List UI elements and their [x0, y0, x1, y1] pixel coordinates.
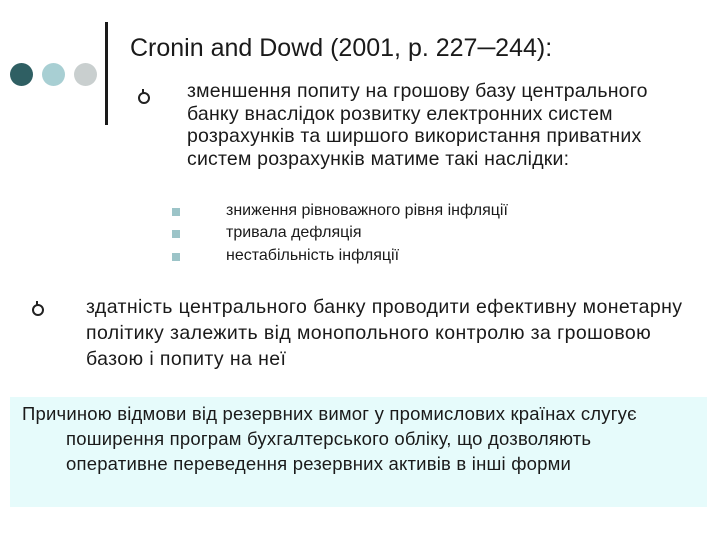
sub-point-3: нестабільність інфляції — [226, 247, 400, 264]
square-bullet-icon — [172, 208, 180, 216]
square-bullet-icon — [172, 230, 180, 238]
dark-dot-icon — [10, 63, 33, 86]
sub-point-2: тривала дефляція — [226, 224, 362, 241]
second-point-text: здатність центрального банку проводити ефективну монетарну політику залежить від монопольного контролю за грошовою базою і попиту на неї — [86, 296, 683, 370]
title-divider — [105, 22, 108, 125]
gray-dot-icon — [74, 63, 97, 86]
sub-point-1: зниження рівноважного рівня інфляції — [226, 202, 508, 219]
callout-text — [0, 401, 697, 476]
callout-paragraph: Причиною відмови від резервних вимог у промислових країнах слугує поширення програм бухгалтерського обліку, що дозволяють оперативне переведення резервних активів в інші форми — [22, 403, 637, 474]
square-bullet-icon — [172, 253, 180, 261]
teal-dot-icon — [42, 63, 65, 86]
slide-title: Cronin and Dowd (2001, p. 227─244): — [130, 34, 553, 62]
main-point-text: зменшення попиту на грошову базу центрального банку внаслідок розвитку електронних систем розрахунків та ширшого використання приватних систем розрахунків матиме такі наслідки: — [187, 80, 648, 170]
ring-bullet-icon — [32, 304, 44, 316]
ring-bullet-icon — [138, 92, 150, 104]
